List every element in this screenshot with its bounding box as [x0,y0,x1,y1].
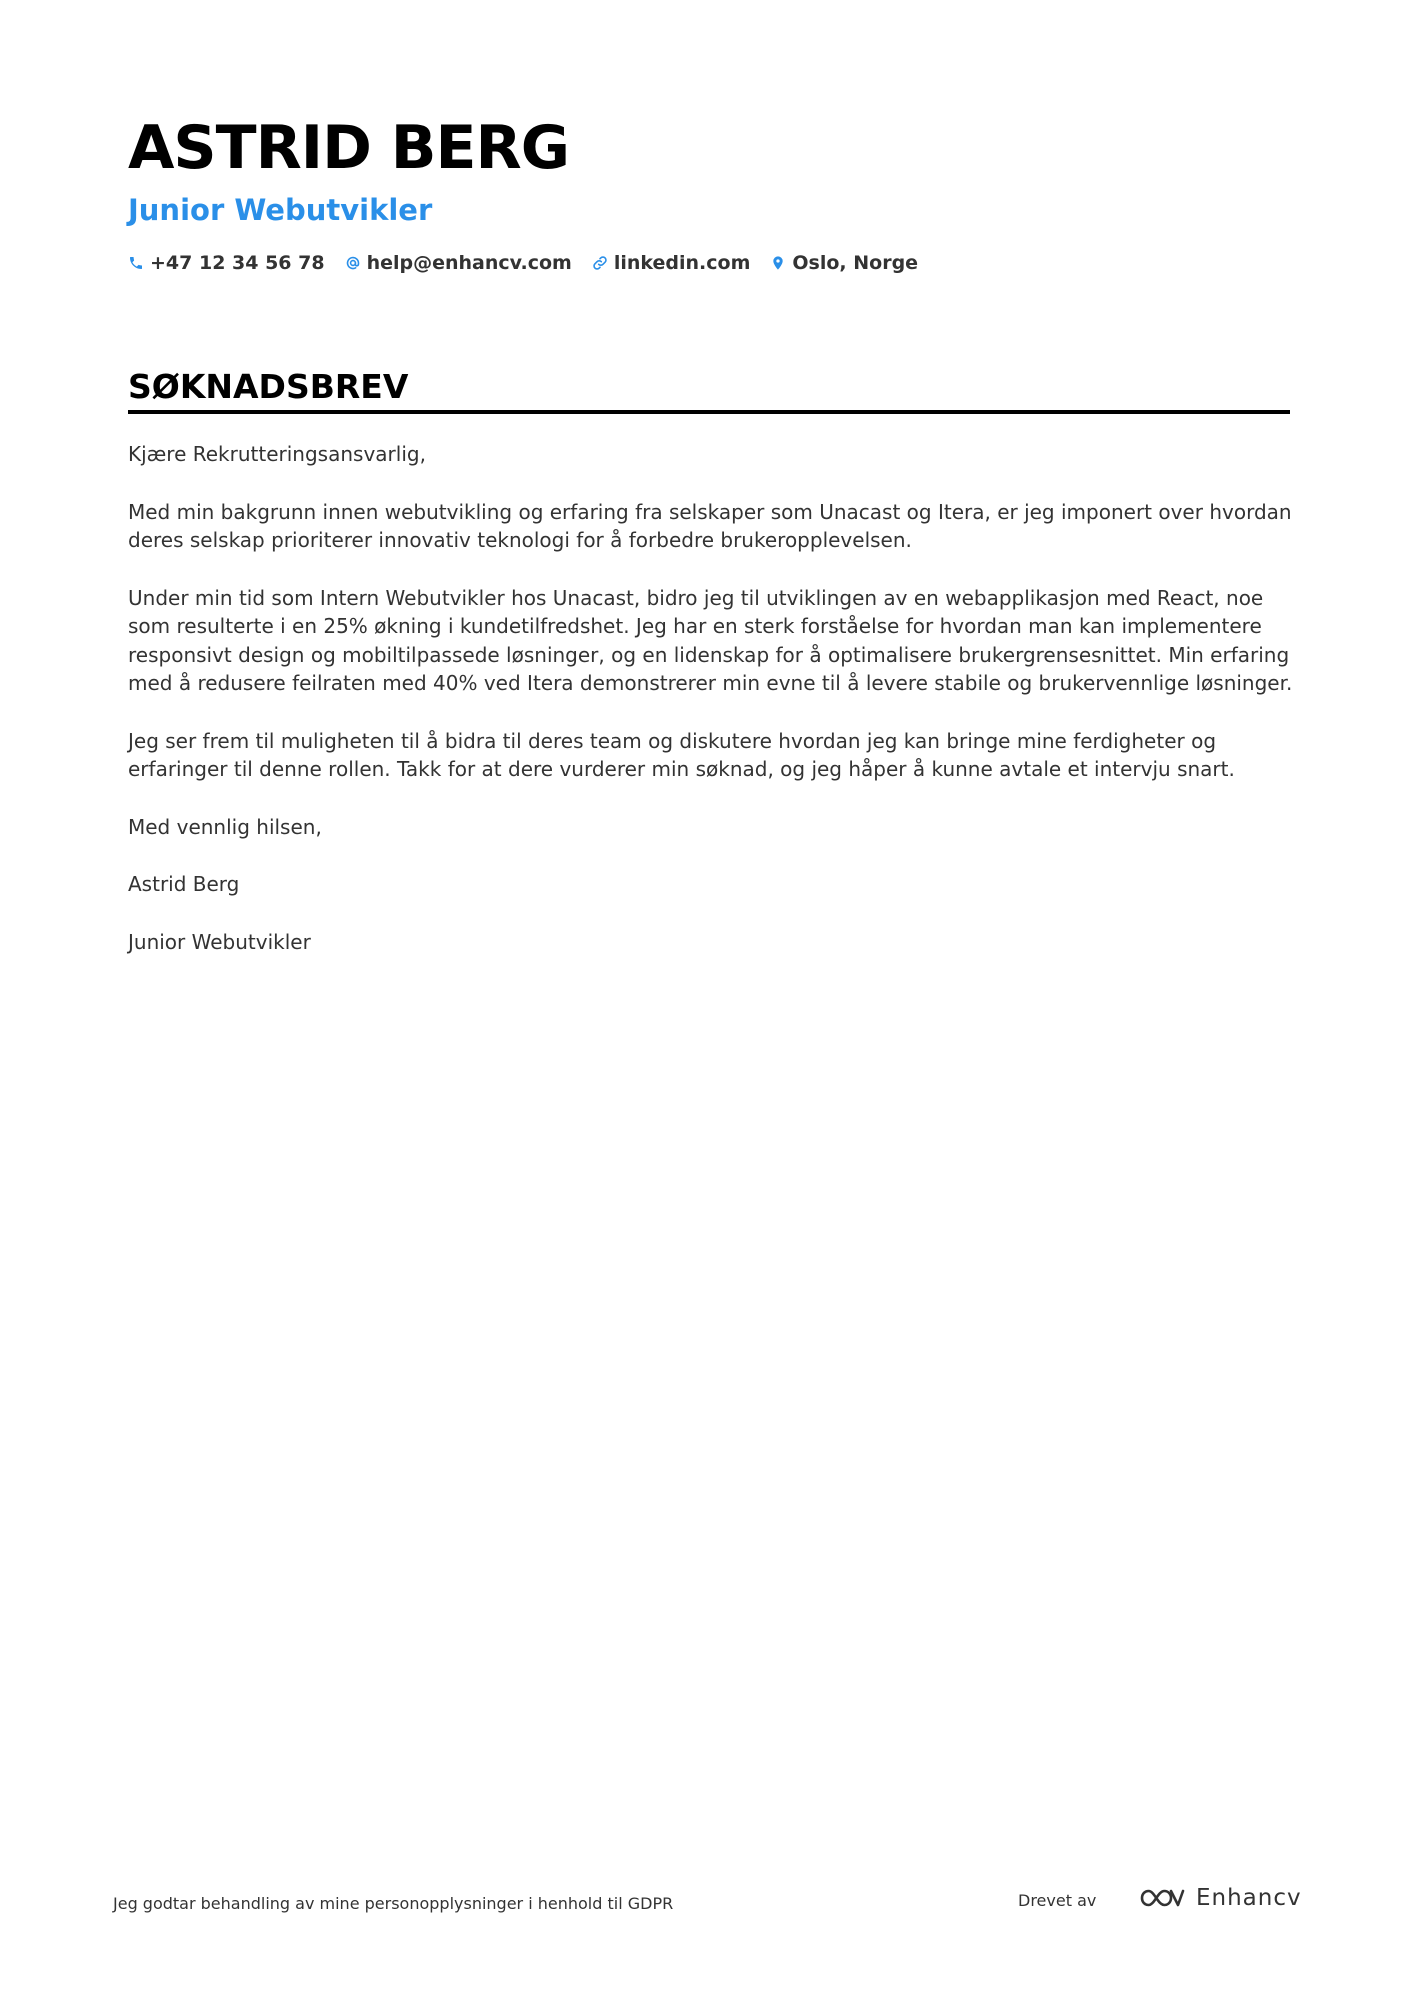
section-title: SØKNADSBREV [128,367,409,406]
job-title: Junior Webutvikler [128,193,433,227]
contact-email[interactable] [345,252,572,274]
brand-name: Enhancv [1196,1885,1302,1911]
at-icon [345,255,361,271]
phone-icon [128,255,144,271]
letter-paragraph: Jeg ser frem til muligheten til å bidra til deres team og diskutere hvordan jeg kan bringe mine ferdigheter og erfaringer til denne rollen. Takk for at dere vurderer min søknad, og jeg håper å kunne avtale et intervju snart. [128,728,1235,781]
contact-bar [128,252,1288,274]
header [128,108,1288,274]
signature-name: Astrid Berg [128,872,240,896]
letter-body [128,440,1293,985]
contact-phone [128,252,325,274]
letter-closing: Med vennlig hilsen, [128,814,322,839]
contact-location [770,252,918,274]
contact-linkedin[interactable] [592,252,751,274]
enhancv-logo[interactable] [1138,1884,1302,1912]
section-divider [128,410,1290,414]
enhancv-infinity-icon [1138,1884,1186,1912]
powered-by-label: Drevet av [1018,1891,1097,1910]
letter-paragraph: Under min tid som Intern Webutvikler hos Unacast, bidro jeg til utviklingen av en webapplikasjon med React, noe som resulterte i en 25% økning i kundetilfredshet. Jeg har en sterk forståelse for hvordan man kan implementere responsivt design og mobiltilpassede løsninger, og en lidenskap for å optimalisere brukergrensesnittet. Min erfaring med å redusere feilraten med 40% ved Itera demonstrerer min evne til å levere stabile og brukervennlige løsninger. [128,585,1293,695]
location-pin-icon [770,255,786,271]
email-text[interactable]: help@enhancv.com [366,252,572,274]
signature-title: Junior Webutvikler [128,929,311,954]
phone-text: +47 12 34 56 78 [150,252,325,274]
linkedin-text[interactable]: linkedin.com [613,252,751,274]
location-text: Oslo, Norge [792,252,919,274]
letter-greeting: Kjære Rekrutteringsansvarlig, [128,442,426,466]
link-icon [592,255,608,271]
letter-paragraph: Med min bakgrunn innen webutvikling og erfaring fra selskaper som Unacast og Itera, er jeg imponert over hvordan deres selskap prioriterer innovativ teknologi for å forbedre brukeropplevelsen. [128,499,1292,552]
gdpr-consent: Jeg godtar behandling av mine personopplysninger i henhold til GDPR [113,1894,674,1913]
candidate-name: ASTRID BERG [128,113,569,183]
